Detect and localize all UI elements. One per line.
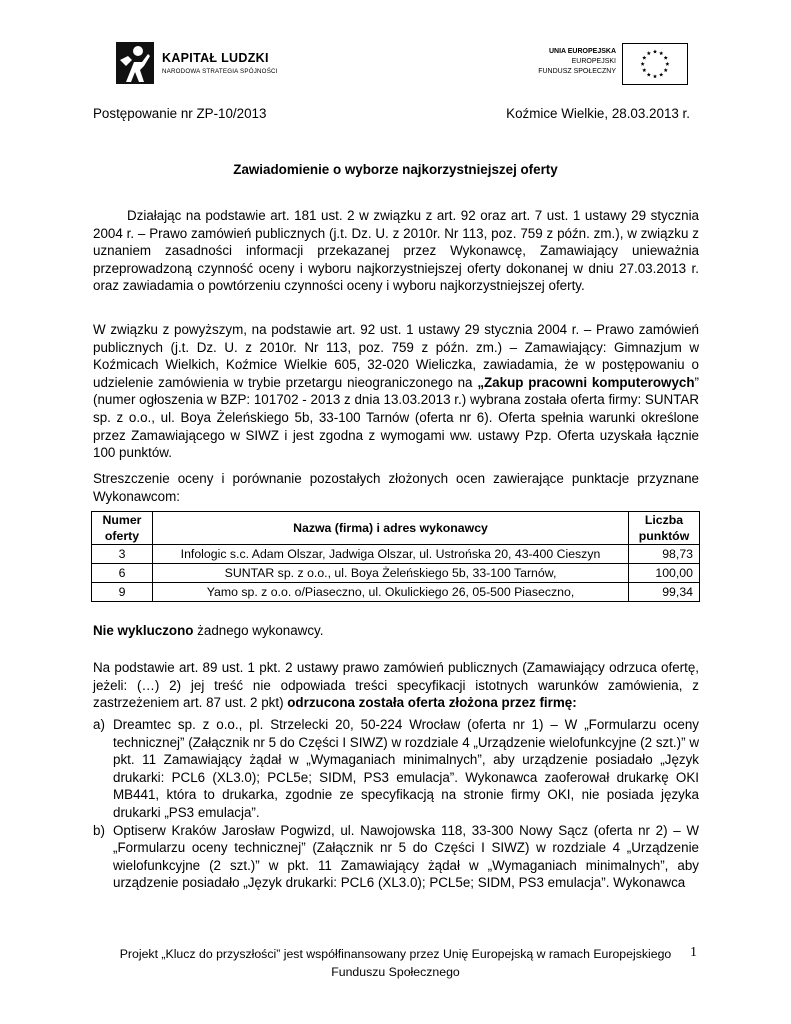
contractor-name: SUNTAR sp. z o.o., ul. Boya Żeleńskiego 5b, 33-100 Tarnów,: [153, 564, 629, 583]
header-contractor-name: Nazwa (firma) i adres wykonawcy: [153, 512, 629, 545]
header-points: Liczba punktów: [629, 512, 700, 545]
list-item-text: Optiserw Kraków Jarosław Pogwizd, ul. Nawojowska 118, 33-300 Nowy Sącz (oferta nr 2) – W „Formularzu oceny technicznej” (Załącznik nr 5 do Części I SIWZ) w rozdziale 4 „Urządzenie wielofunkcyjne (2 szt.)” w pkt. 11 Zamawiający żądał w „Wymaganiach minimalnych”, aby urządzenie posiadało „Język drukarki: PCL6 (XL3.0); PCL5e; SIDM, PS3 emulacja”. Wykonawca: [113, 822, 699, 891]
header-offer-number: Numer oferty: [92, 512, 153, 545]
not-excluded-rest: żadnego wykonawcy.: [193, 623, 324, 638]
offer-number: 3: [92, 545, 153, 564]
tender-name: „Zakup pracowni komputerowych: [477, 374, 695, 390]
table-row: [92, 545, 700, 564]
eu-logo-text: [538, 47, 616, 77]
list-item-label: b): [93, 822, 105, 838]
not-excluded-label: Nie wykluczono: [93, 623, 194, 638]
rejected-offers-list: [93, 716, 699, 892]
selection-text-start: W związku z powyższym, na podstawie art. 92 ust. 1 ustawy 29 stycznia 2004 r. – Prawo zamówień publicznych (j.t. Dz. U. z 2010r. Nr 113, poz. 759 z późn. zm.) – Zamawiający: Gimnazjum w Koźmicach Wielkich, Koźmice Wielkie 605, 32-020 Wieliczka, zawiadamia, że w postępowaniu o udzielenie zamówienia w trybie przetargu nieograniczonego na: [93, 322, 699, 390]
rejection-bold: odrzucona została oferta złożona przez firmę:: [287, 695, 577, 711]
footer-line1: Projekt „Klucz do przyszłości” jest współfinansowany przez Unię Europejską w ramach Europejskiego: [119, 947, 672, 961]
offer-number: 6: [92, 564, 153, 583]
table-row: [92, 583, 700, 602]
kapital-ludzki-logo: [116, 40, 306, 86]
list-item-text: Dreamtec sp. z o.o., pl. Strzelecki 20, 50-224 Wrocław (oferta nr 1) – W „Formularzu oceny technicznej” (Załącznik nr 5 do Części I SIWZ) w rozdziale 4 „Urządzenie wielofunkcyjne (2 szt.)” w pkt. 11 Zamawiający żądał w „Wymaganiach minimalnych”, aby urządzenie posiadało „Język drukarki: PCL6 (XL3.0); PCL5e; SIDM, PS3 emulacja”. Wykonawca zaoferował drukarkę OKI MB441, która to drukarka, zgodnie ze specyfikacją na stronie firmy OKI, nie posiada języka drukarki „PS3 emulacja”.: [113, 717, 699, 820]
eu-flag-icon: [622, 43, 688, 85]
page-footer: [0, 945, 791, 981]
eu-logo-line2: EUROPEJSKI: [571, 58, 616, 65]
list-item: [93, 822, 699, 892]
eu-logo-line3: FUNDUSZ SPOŁECZNY: [538, 68, 616, 75]
paragraph-selection: [93, 321, 699, 462]
selection-text-end: ” (numer ogłoszenia w BZP: 101702 - 2013 z dnia 13.03.2013 r.) wybrana została oferta firmy: SUNTAR sp. z o.o., ul. Boya Żeleńskiego 5b, 33-100 Tarnów (oferta nr 6). Oferta spełnia warunki określone przez Zamawiającego w SIWZ i jest zgodna z wymogami ww. ustawy Pzp. Oferta uzyskała łącznie 100 punktów.: [93, 374, 699, 461]
paragraph-annulment: Działając na podstawie art. 181 ust. 2 w związku z art. 92 oraz art. 7 ust. 1 ustawy 29 stycznia 2004 r. – Prawo zamówień publicznych (j.t. Dz. U. z 2010r. Nr 113, poz. 759 z późn. zm.), w związku z uznaniem zasadności informacji przekazanej przez Wykonawcę, Zamawiający unieważnia przeprowadzoną czynność oceny i wyboru najkorzystniejszej oferty dokonanej w dniu 27.03.2013 r. oraz zawiadamia o powtórzeniu czynności oceny i wyboru najkorzystniejszej oferty.: [93, 208, 699, 294]
table-row: [92, 564, 700, 583]
offer-points: 99,34: [629, 583, 700, 602]
kapital-ludzki-emblem-icon: [116, 42, 154, 84]
kapital-ludzki-title: KAPITAŁ LUDZKI: [162, 51, 269, 65]
offer-points: 98,73: [629, 545, 700, 564]
offers-table: [91, 511, 700, 602]
place-and-date: Koźmice Wielkie, 28.03.2013 r.: [506, 106, 690, 121]
rejection-text: Na podstawie art. 89 ust. 1 pkt. 2 ustawy prawo zamówień publicznych (Zamawiający odrzuca ofertę, jeżeli: (…) 2) jej treść nie odpowiada treści specyfikacji istotnych warunków zamówienia, z zastrzeżeniem art. 87 ust. 2 pkt): [93, 660, 699, 711]
offer-points: 100,00: [629, 564, 700, 583]
paragraph-rejection: [93, 659, 699, 712]
procedure-reference: Postępowanie nr ZP-10/2013: [93, 106, 267, 121]
contractor-name: Yamo sp. z o.o. o/Piaseczno, ul. Okulickiego 26, 05-500 Piaseczno,: [153, 583, 629, 602]
footer-line2: Funduszu Społecznego: [331, 965, 460, 979]
exclusion-statement: [93, 623, 323, 638]
paragraph-summary-intro: Streszczenie oceny i porównanie pozostałych złożonych ocen zawierające punktacje przyznane Wykonawcom:: [93, 471, 699, 504]
list-item-label: a): [93, 717, 105, 732]
contractor-name: Infologic s.c. Adam Olszar, Jadwiga Olszar, ul. Ustrońska 20, 43-400 Cieszyn: [153, 545, 629, 564]
offers-table-header: [92, 512, 700, 545]
offer-number: 9: [92, 583, 153, 602]
page-number: 1: [690, 945, 697, 960]
eu-logo: [534, 43, 688, 85]
kapital-ludzki-subtitle: NARODOWA STRATEGIA SPÓJNOŚCI: [162, 68, 278, 75]
list-item: [93, 716, 699, 822]
eu-logo-line1: UNIA EUROPEJSKA: [548, 48, 616, 55]
document-title: Zawiadomienie o wyborze najkorzystniejszej oferty: [233, 162, 558, 177]
